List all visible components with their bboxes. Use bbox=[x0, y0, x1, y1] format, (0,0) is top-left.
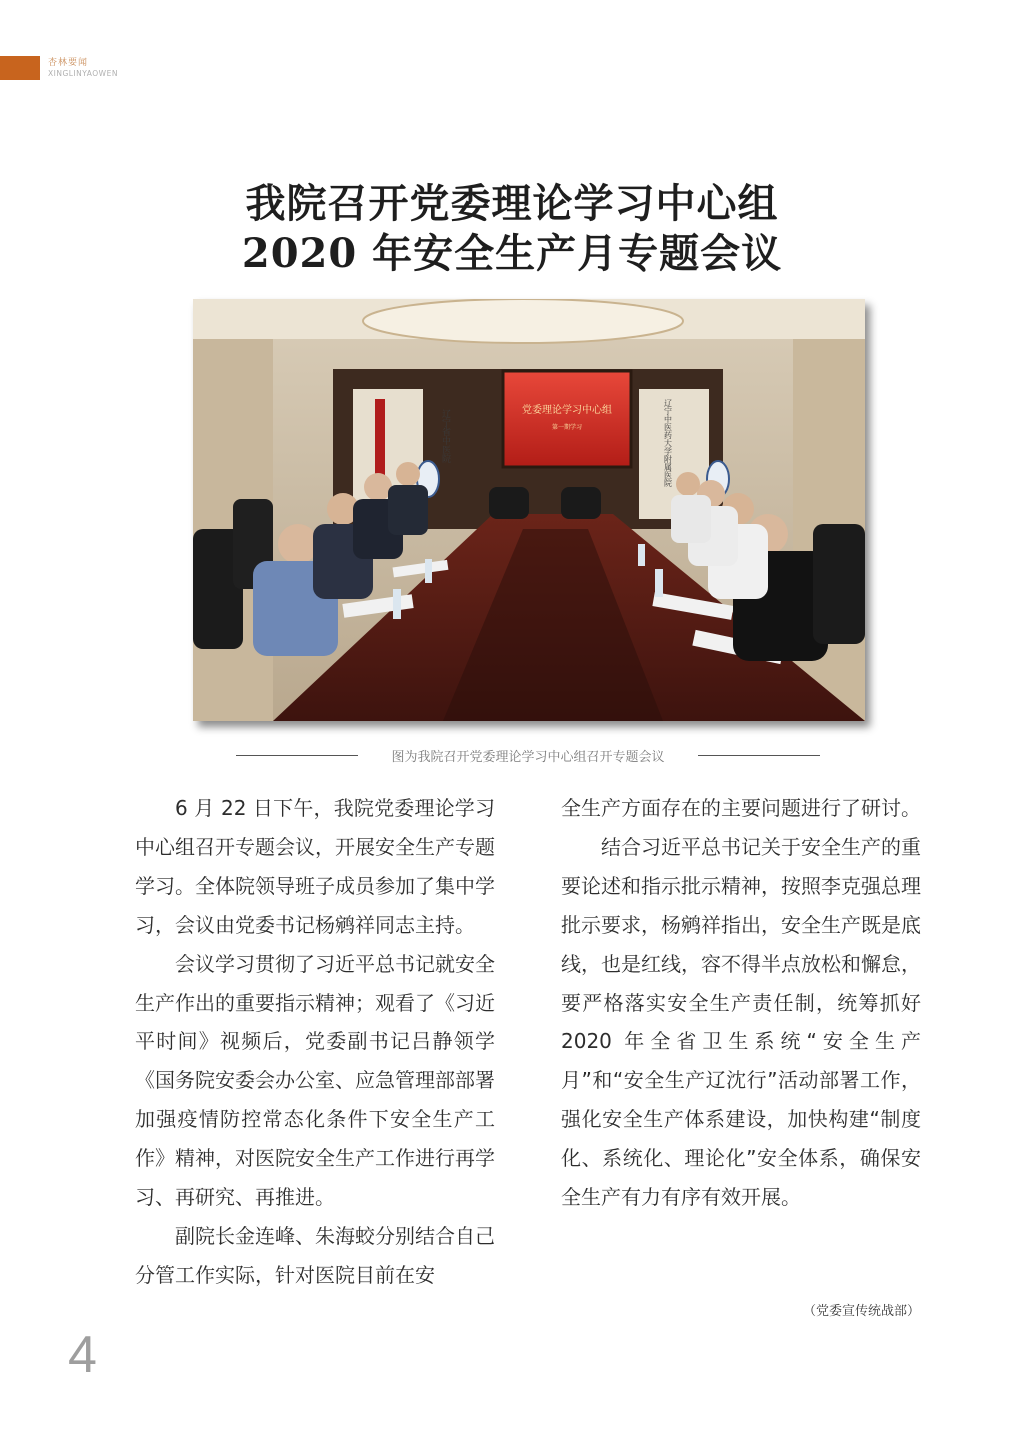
screen-title: 党委理论学习中心组 bbox=[522, 405, 612, 416]
section-tab-bar bbox=[0, 56, 40, 80]
article-column-left bbox=[135, 789, 495, 1295]
article-title-line1: 我院召开党委理论学习中心组 bbox=[245, 180, 779, 227]
page-number: 4 bbox=[68, 1326, 97, 1384]
section-label: 杏林要闻 bbox=[48, 58, 89, 68]
caption-rule-left bbox=[236, 755, 358, 756]
section-label-pinyin: XINGLINYAOWEN bbox=[48, 69, 118, 78]
right-banner: 辽宁中医药大学附属医院 bbox=[663, 399, 673, 487]
paragraph: 副院长金连峰、朱海蛟分别结合自己分管工作实际，针对医院目前在安 bbox=[135, 1223, 495, 1287]
screen-subtitle: 第一期学习 bbox=[551, 424, 583, 431]
paragraph: 6 月 22 日下午，我院党委理论学习中心组召开专题会议，开展安全生产专题学习。全体院领导班子成员参加了集中学习，会议由党委书记杨鹓祥同志主持。 bbox=[135, 796, 495, 937]
meeting-photo bbox=[193, 299, 865, 721]
paragraph: 会议学习贯彻了习近平总书记就安全生产作出的重要指示精神；观看了《习近平时间》视频后，党委副书记吕静领学《国务院安委会办公室、应急管理部部署加强疫情防控常态化条件下安全生产工作》精神，对医院安全生产工作进行再学习、再研究、再推进。 bbox=[135, 951, 495, 1210]
article-author: （党委宣传统战部） bbox=[802, 1304, 920, 1319]
photo-caption: 图为我院召开党委理论学习中心组召开专题会议 bbox=[391, 750, 665, 765]
caption-rule-right bbox=[698, 755, 820, 756]
left-banner: 辽宁省中医院 bbox=[440, 409, 450, 463]
paragraph: 结合习近平总书记关于安全生产的重要论述和指示批示精神，按照李克强总理批示要求，杨鹓祥指出，安全生产既是底线，也是红线，容不得半点放松和懈怠，要严格落实安全生产责任制，统筹抓好 2020 年全省卫生系统“安全生产月”和“安全生产辽沈行”活动部署工作，强化安全生产体系建设，加快构建“制度化、系统化、理论化”安全体系，确保安全生产有力有序有效开展。 bbox=[561, 834, 921, 1210]
article-column-right bbox=[561, 789, 921, 1217]
article-title-line2: 2020 年安全生产月专题会议 bbox=[241, 230, 783, 277]
paragraph: 全生产方面存在的主要问题进行了研讨。 bbox=[561, 796, 921, 820]
